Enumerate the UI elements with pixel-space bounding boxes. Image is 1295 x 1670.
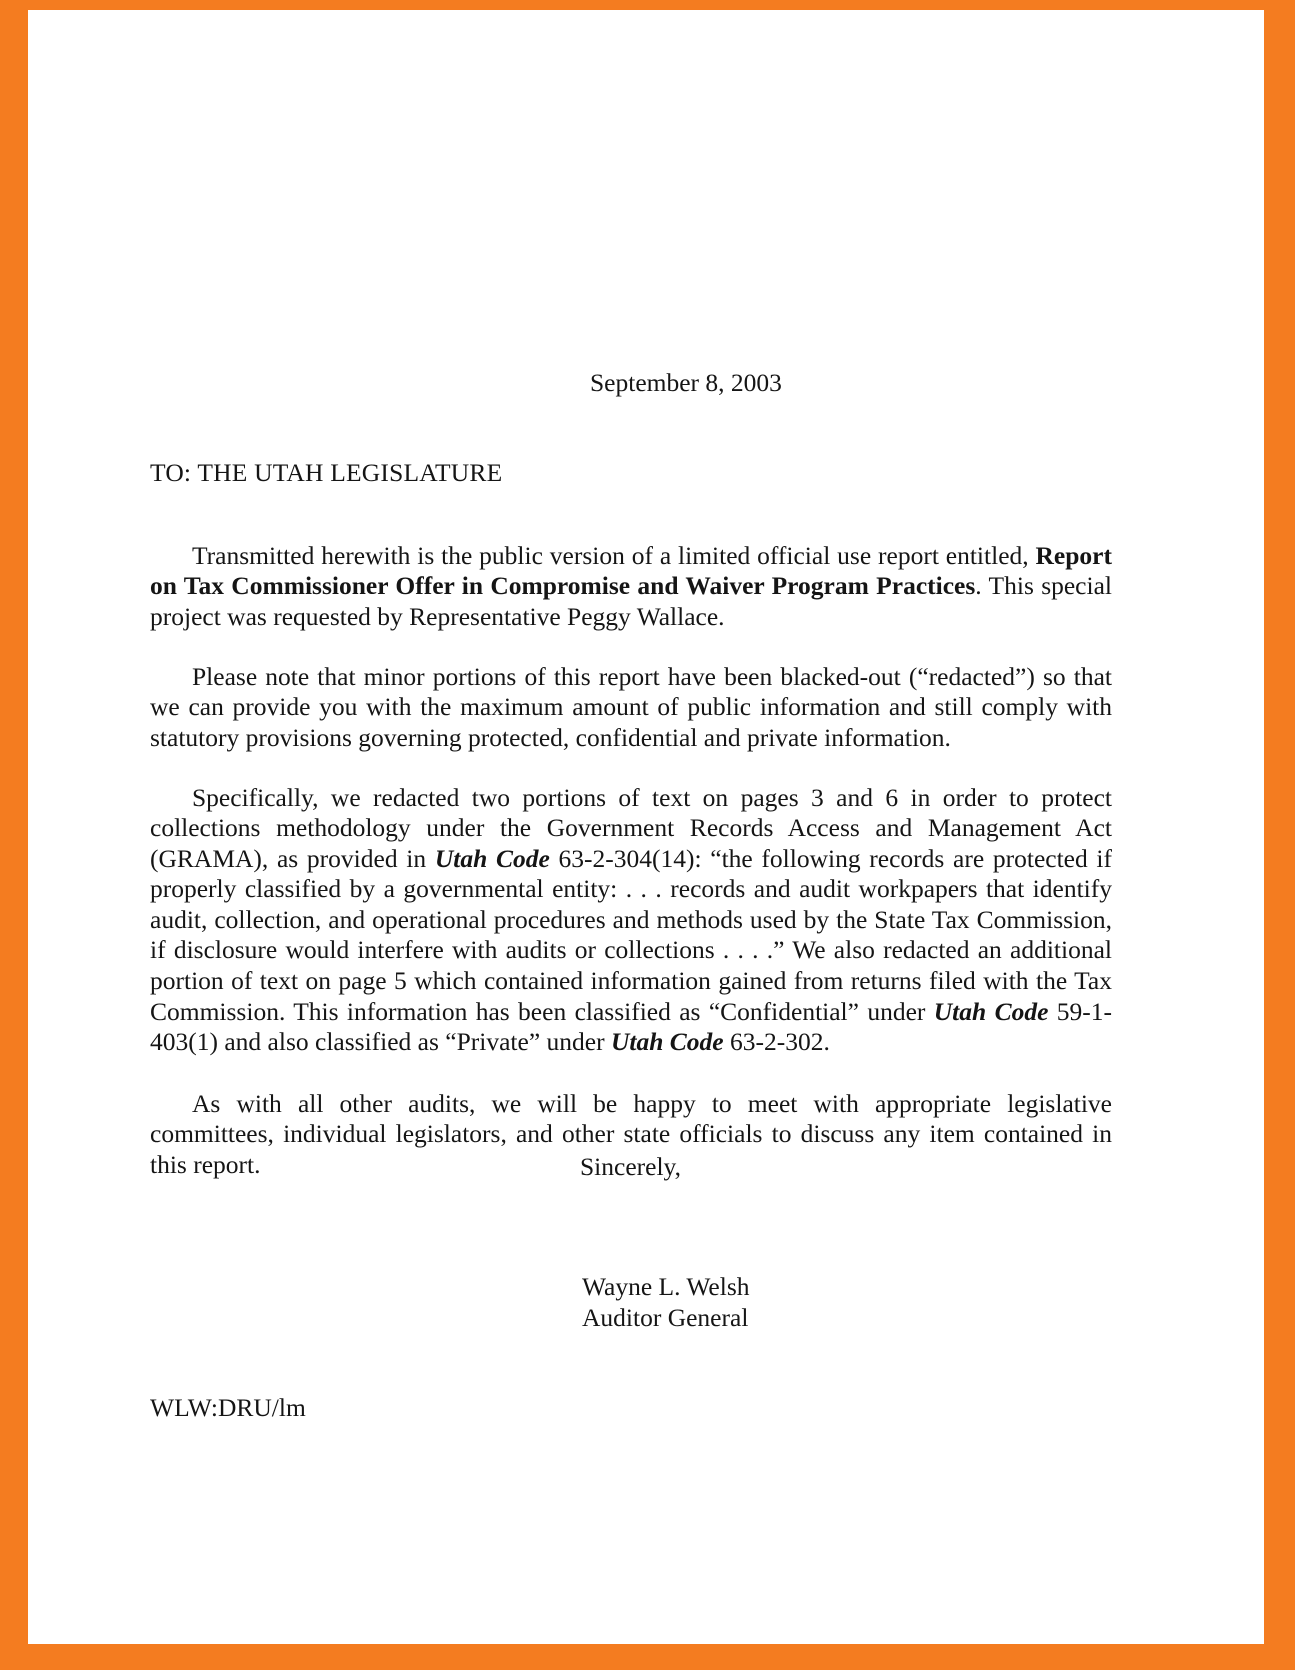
paragraph-transmittal [150,541,1112,633]
page-content-area [28,10,1264,1644]
paragraph-redaction-detail [150,783,1112,1058]
paragraph-detail-text-3: 59-1-403(1) and also classified as “Private” under [150,996,1113,1057]
typist-initials: WLW:DRU/lm [150,1393,306,1422]
signer-title: Auditor General [582,1302,749,1332]
utah-code-citation-2: Utah Code [933,996,1049,1026]
paragraph-redaction-note: Please note that minor portions of this report have been blacked-out (“redacted”) so that we can provide you with the maximum amount of public information and still comply with statutory provisions governing protected, confidential and private information. [150,661,1112,752]
letter-date: September 8, 2003 [590,368,782,397]
paragraph-detail-text-4: 63-2-302. [723,1027,830,1057]
paragraph-detail-text-1: Specifically, we redacted two portions of text on pages 3 and 6 in order to protect collections methodology under the Government Records Access and Management Act (GRAMA), as provided in [150,782,1112,873]
letter-addressee: TO: THE UTAH LEGISLATURE [150,458,503,487]
letter-closing: Sincerely, [580,1152,682,1181]
utah-code-citation-1: Utah Code [434,843,550,873]
paragraph-transmittal-text-1: Transmitted herewith is the public version of a limited official use report entitled, [192,540,1036,570]
report-title-bold: Report on Tax Commissioner Offer in Compromise and Waiver Program Practices [150,540,1112,601]
paragraph-availability: As with all other audits, we will be happy to meet with appropriate legislative committees, individual legislators, and other state officials to discuss any item contained in this report. [150,1088,1112,1179]
document-page [28,10,1264,1644]
paragraph-detail-text-2: 63-2-304(14): “the following records are protected if properly classified by a governmental entity: . . . records and audit workpapers that identify audit, collection, and operational procedures and methods used by the State Tax Commission, if disclosure would interfere with audits or collections . . . .” We also redacted an additional portion of text on page 5 which contained information gained from returns filed with the Tax Commission. This information has been classified as “Confidential” under [150,843,1113,1026]
signature-block [582,1272,750,1333]
signer-name: Wayne L. Welsh [582,1272,750,1301]
paragraph-transmittal-text-2: . This special project was requested by Representative Peggy Wallace. [150,571,1112,631]
utah-code-citation-3: Utah Code [610,1027,724,1057]
